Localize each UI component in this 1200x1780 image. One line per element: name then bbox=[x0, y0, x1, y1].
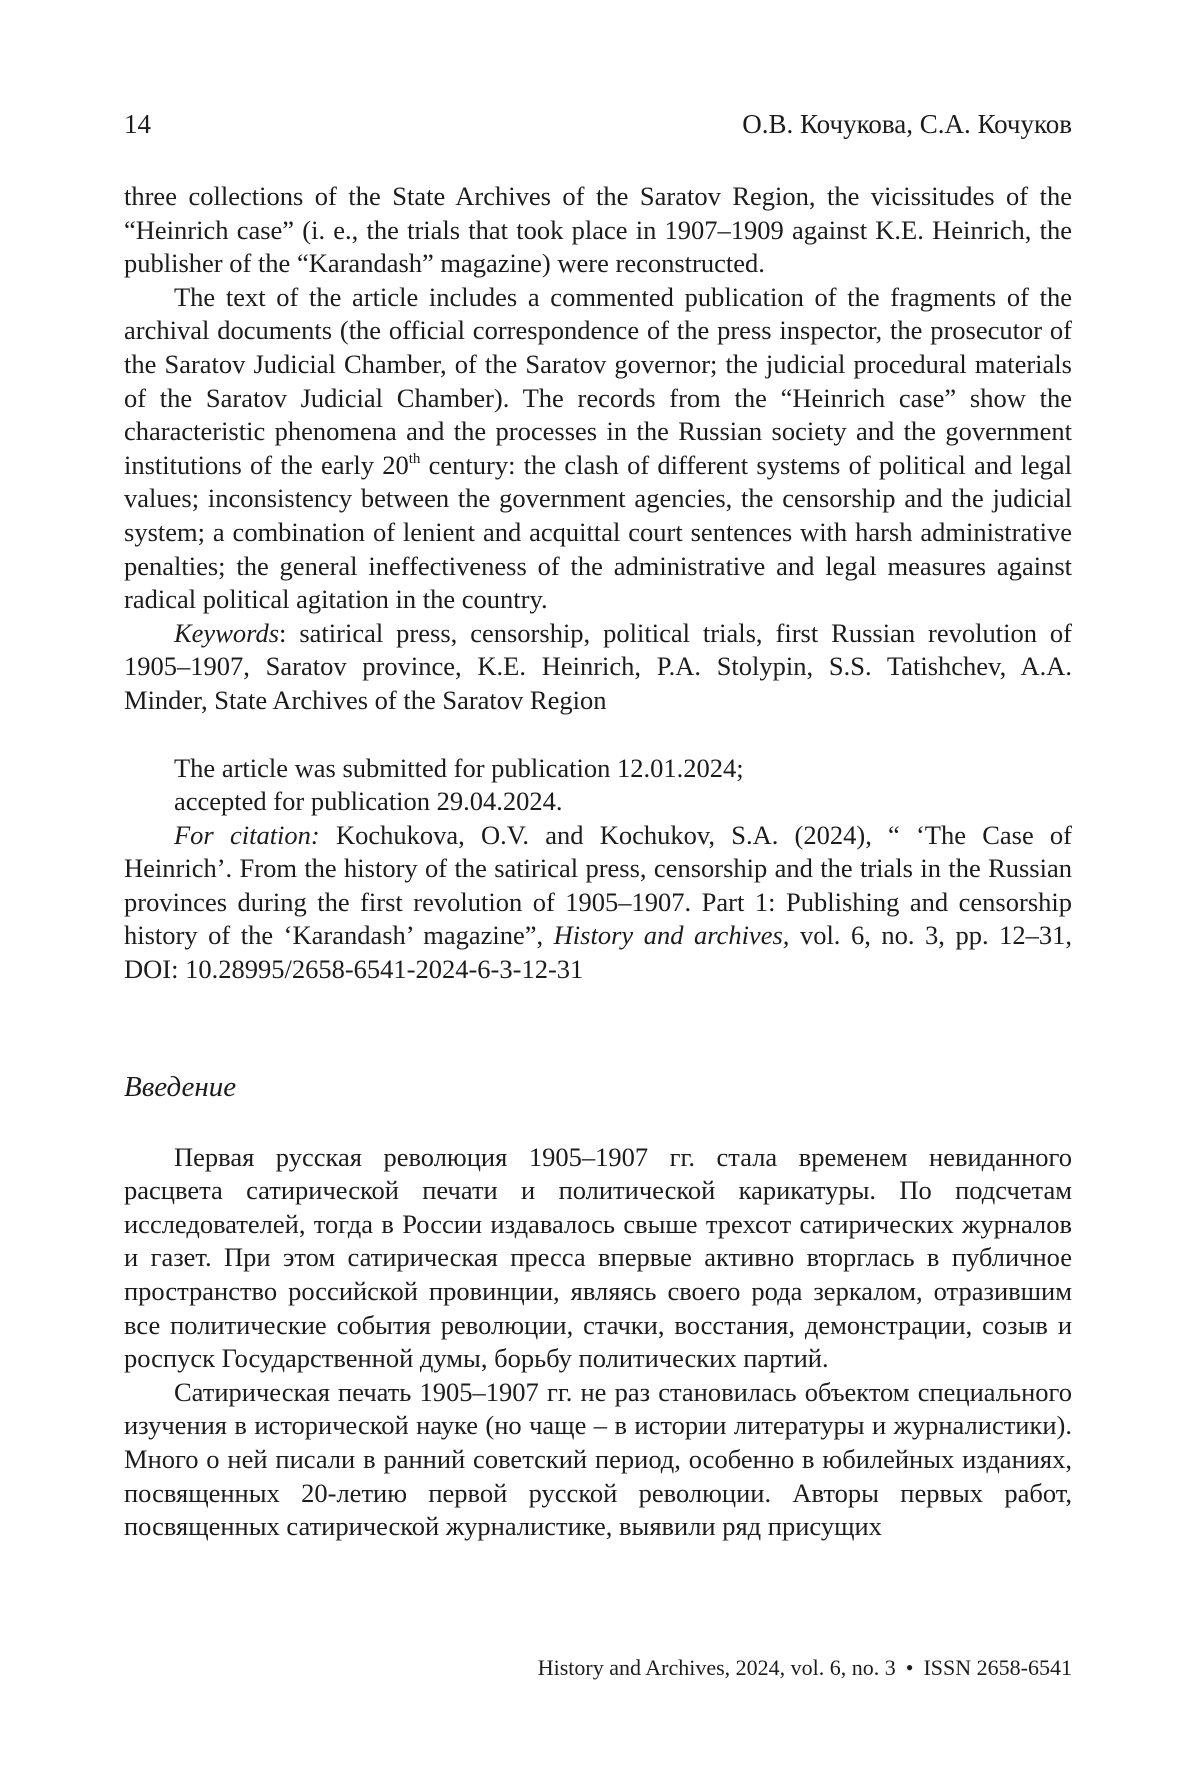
citation-paragraph bbox=[124, 819, 1072, 987]
running-footer bbox=[124, 1653, 1072, 1683]
citation-journal: History and archives, bbox=[553, 920, 790, 951]
footer-separator: • bbox=[905, 1655, 914, 1680]
footer-issn: ISSN 2658-6541 bbox=[923, 1655, 1072, 1680]
keywords-label: Keywords bbox=[174, 617, 280, 648]
abstract-text-b: century: the clash of different systems of political and legal values; inconsistency between the government agencies, the censorship and the judicial system; a combination of lenient and acquittal court sentences with harsh administrative penalties; the general ineffectiveness of the administrative and legal measures against radical political agitation in the country. bbox=[124, 449, 1072, 615]
citation-tail: vol. 6, no. 3, pp. 12–31, DOI: 10.28995/2658-6541-2024-6-3-12-31 bbox=[124, 920, 1072, 985]
keywords-text: : satirical press, censorship, political trials, first Russian revolution of 1905–1907, Saratov province, K.E. Heinrich, P.A. Stolypin, S.S. Tatishchev, A.A. Minder, State Archives of the Saratov Region bbox=[124, 617, 1072, 715]
submitted-line: The article was submitted for publication 12.01.2024; bbox=[174, 752, 744, 783]
spacer bbox=[124, 718, 1072, 752]
running-authors: О.В. Кочукова, С.А. Кочуков bbox=[742, 109, 1072, 139]
abstract-text-a: The text of the article includes a commented publication of the fragments of the archival documents (the official correspondence of the press inspector, the prosecutor of the Saratov Judicial Chamber, of the Saratov governor; the judicial procedural materials of the Saratov Judicial Chamber). The records from the “Heinrich case” show the characteristic phenomena and the processes in the Russian society and the government institutions of the early 20 bbox=[124, 281, 1072, 480]
running-header bbox=[124, 104, 1072, 144]
citation-text: Kochukova, O.V. and Kochukov, S.A. (2024), “ ‘The Case of Heinrich’. From the history of the satirical press, censorship and the trials in the Russian provinces during the first revolution of 1905–1907. Part 1: Publishing and censorship history of the ‘Karandash’ magazine”, bbox=[124, 819, 1073, 951]
citation-label: For citation: bbox=[174, 819, 320, 850]
ordinal-superscript: th bbox=[408, 450, 421, 467]
footer-journal: History and Archives, 2024, vol. 6, no. 3 bbox=[537, 1655, 896, 1680]
section-heading: Введение bbox=[124, 1070, 237, 1103]
intro-paragraph-1: Первая русская революция 1905–1907 гг. стала временем невиданного расцвета сатирической печати и политической карикатуры. По подсчетам исследователей, тогда в России издавалось свыше трехсот сатирических журналов и газет. При этом сатирическая пресса впервые активно вторглась в публичное пространство российской провинции, являясь своего рода зеркалом, отразившим все политические события революции, стачки, восстания, демонстрации, созыв и роспуск Государственной думы, борьбу политических партий. bbox=[124, 1141, 1072, 1374]
page-body bbox=[124, 180, 1072, 1544]
page-number: 14 bbox=[124, 109, 151, 139]
abstract-paragraph-2 bbox=[124, 281, 1072, 617]
intro-paragraph-2: Сатирическая печать 1905–1907 гг. не раз становилась объектом специального изучения в исторической науке (но чаще – в истории литературы и журналистики). Много о ней писали в ранний советский период, особенно в юбилейных изданиях, посвященных 20-летию первой русской революции. Авторы первых работ, посвященных сатирической журналистике, выявили ряд присущих bbox=[124, 1376, 1072, 1542]
abstract-paragraph-1: three collections of the State Archives of the Saratov Region, the vicissitudes of the “Heinrich case” (i. e., the trials that took place in 1907–1909 against K.E. Heinrich, the publisher of the “Karandash” magazine) were reconstructed. bbox=[124, 181, 1072, 279]
accepted-line: accepted for publication 29.04.2024. bbox=[174, 786, 563, 817]
keywords-paragraph bbox=[124, 617, 1072, 718]
